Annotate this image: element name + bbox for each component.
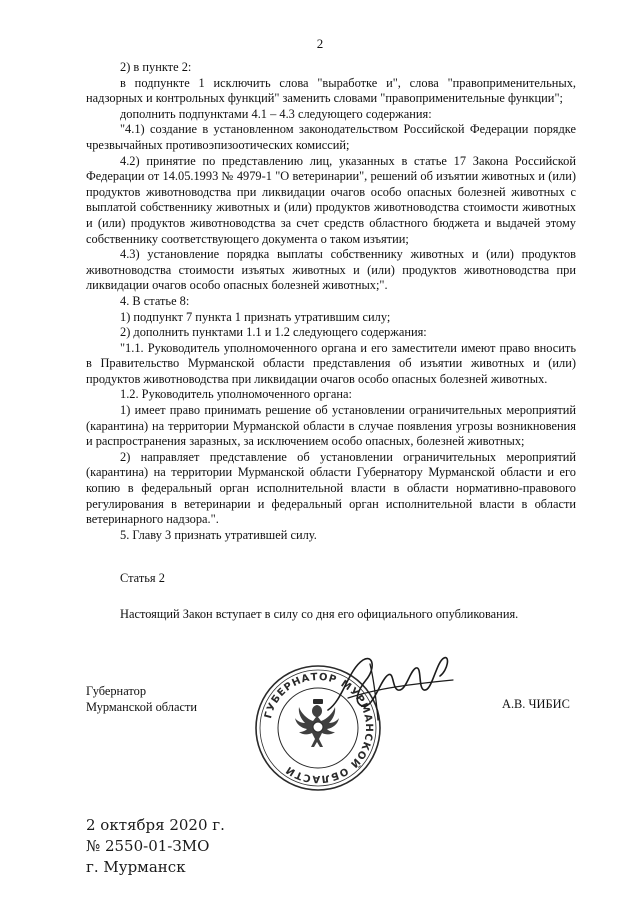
signature-stroke bbox=[328, 658, 447, 710]
footer-date: 2 октября 2020 г. bbox=[86, 816, 225, 834]
paragraph: "4.1) создание в установленном законодательством Российской Федерации порядке чрезвычайных противоэпизоотических комиссий; bbox=[86, 122, 576, 152]
paragraph: 1) имеет право принимать решение об установлении ограничительных мероприятий (карантина) на территории Мурманской области в случае появления угрозы возникновения и распространения заразных, за исключением особо опасных, болезней животных; bbox=[86, 403, 576, 449]
article-heading: Статья 2 bbox=[120, 571, 165, 586]
paragraph: 1) подпункт 7 пункта 1 признать утратившим силу; bbox=[120, 309, 391, 324]
paragraph: "1.1. Руководитель уполномоченного органа и его заместители имеют право вносить в Правительство Мурманской области представления об изъятии животных и (или) продуктов животноводства при ликвидации очагов особо опасных болезней животных. bbox=[86, 340, 576, 386]
paragraph: 2) направляет представление об установлении ограничительных мероприятий (карантина) на территории Мурманской области Губернатору Мурманской области и его копию в федеральный орган исполнительной власти в области нормативно-правового регулирования в ветеринарии и федеральный орган исполнительной власти в области ветеринарного надзора.". bbox=[86, 449, 576, 527]
signatory-name: А.В. ЧИБИС bbox=[502, 697, 570, 711]
paragraph: 2) в пункте 2: bbox=[120, 60, 192, 74]
paragraph: 5. Главу 3 признать утратившей силу. bbox=[120, 527, 317, 542]
paragraph: в подпункте 1 исключить слова "выработке и", слова "правоприменительных, надзорных и контрольных функций" заменить словами "правоприменительные функции"; bbox=[86, 75, 576, 106]
signatory-title-line2: Мурманской области bbox=[86, 700, 198, 714]
document-body bbox=[86, 60, 576, 623]
seal-ring-text: ГУБЕРНАТОР МУРМАНСКОЙ ОБЛАСТИ bbox=[262, 671, 375, 785]
paragraph: 2) дополнить пунктами 1.1 и 1.2 следующего содержания: bbox=[120, 325, 427, 340]
page-number: 2 bbox=[316, 36, 324, 51]
signatory-title-line1: Губернатор bbox=[86, 684, 147, 698]
footer-number: № 2550-01-ЗМО bbox=[86, 837, 210, 855]
paragraph: 4.3) установление порядка выплаты собственнику животных и (или) продуктов животноводства стоимости изъятых животных и (или) продуктов животноводства при ликвидации очагов особо опасных болезней животных;". bbox=[86, 247, 576, 293]
paragraph: 4.2) принятие по представлению лиц, указанных в статье 17 Закона Российской Федерации от 14.05.1993 № 4979-1 "О ветеринарии", решений об изъятии животных и (или) продуктов животноводства при ликвидации очагов особо опасных болезней животных с выплатой собственнику животных и (или) продуктов животноводства стоимости животных и (или) продуктов животноводства за счет средств областного бюджета и выдачей этому собственнику соответствующего документа о таком изъятии; bbox=[86, 153, 576, 246]
paragraph: 4. В статье 8: bbox=[120, 293, 190, 308]
footer-city: г. Мурманск bbox=[86, 858, 186, 876]
signatory-title bbox=[86, 683, 197, 715]
paragraph: дополнить подпунктами 4.1 – 4.3 следующего содержания: bbox=[120, 106, 432, 121]
signature-icon bbox=[318, 640, 458, 730]
document-footer bbox=[86, 815, 225, 878]
paragraph: 1.2. Руководитель уполномоченного органа: bbox=[120, 387, 352, 402]
article-text: Настоящий Закон вступает в силу со дня его официального опубликования. bbox=[120, 607, 519, 621]
